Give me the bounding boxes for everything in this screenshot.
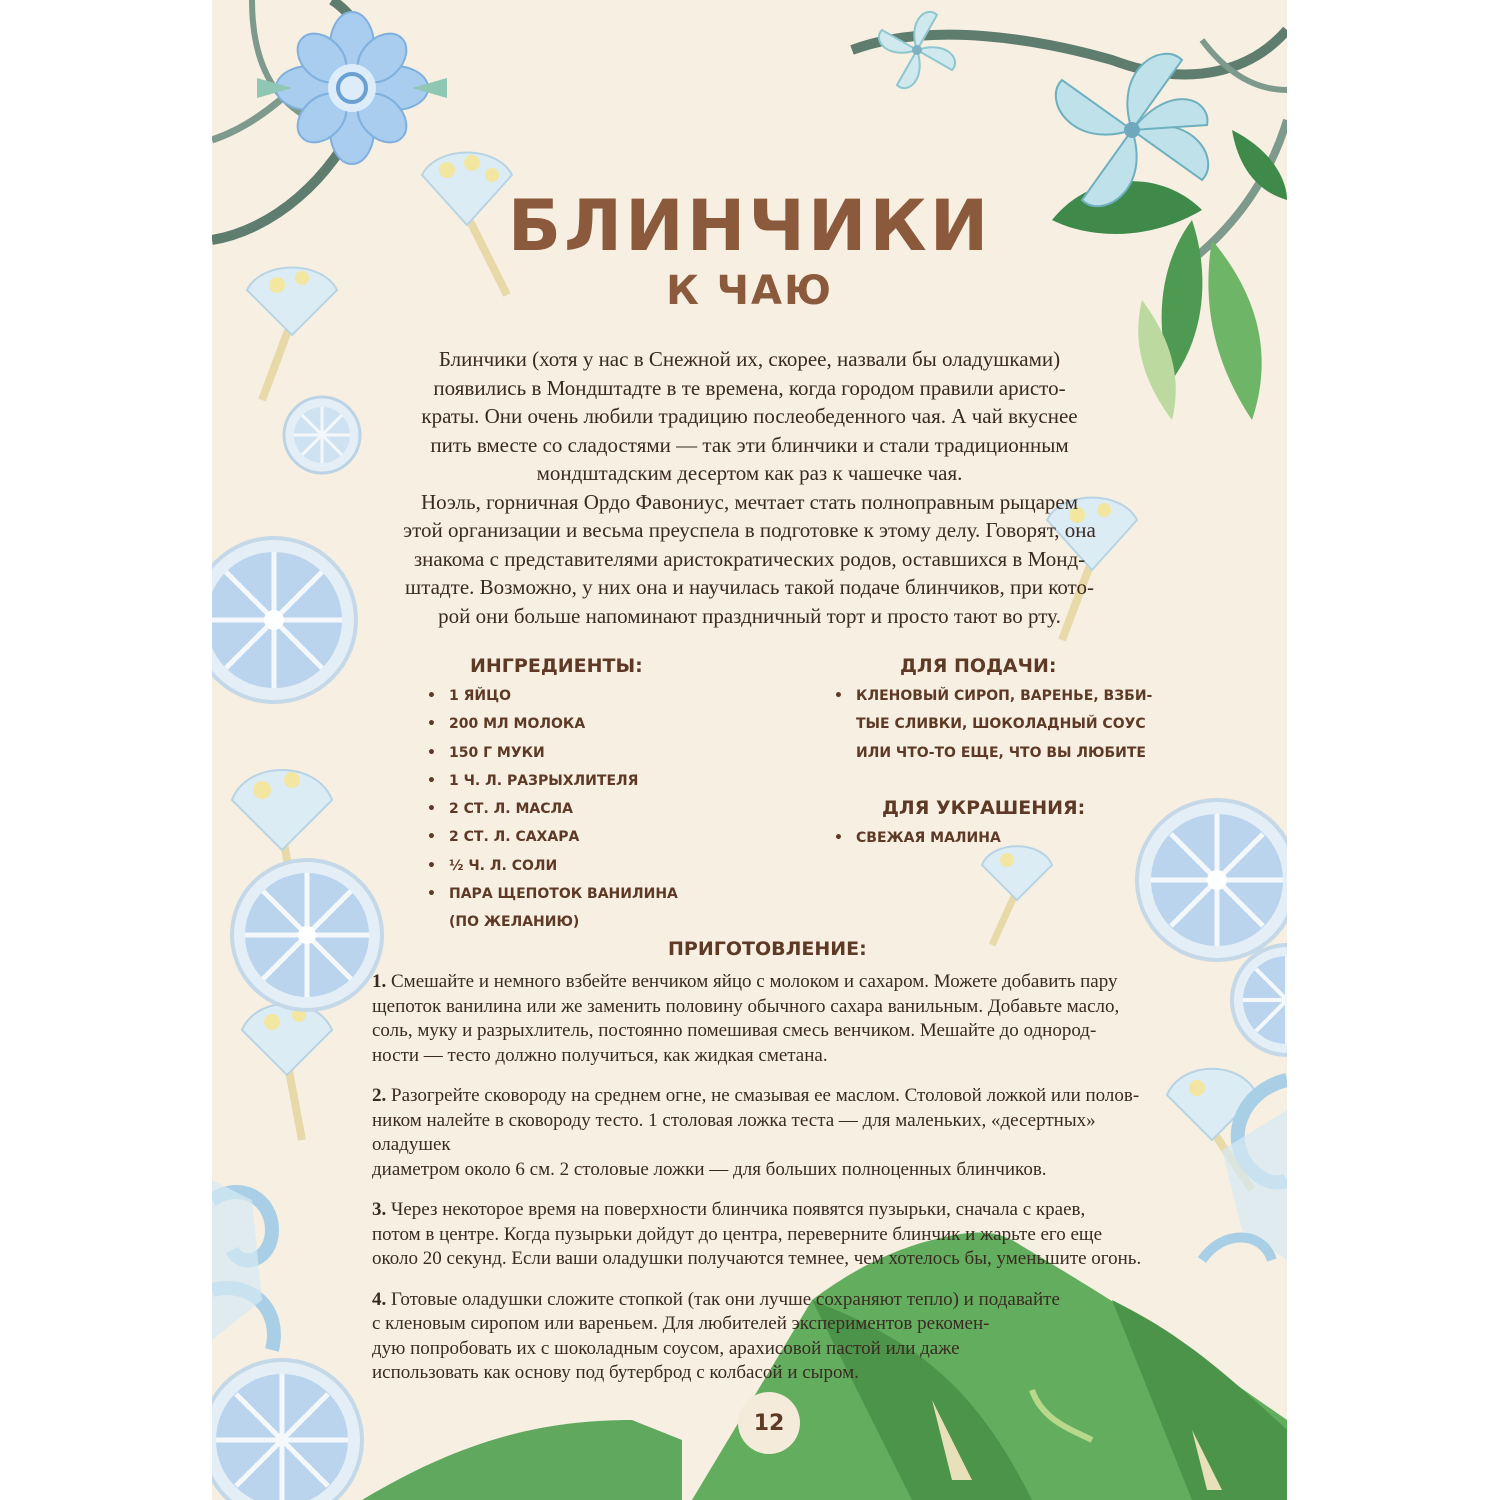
step-line: около 20 секунд. Если ваши оладушки получаются темнее, чем хотелось бы, уменьшите огонь.: [372, 1248, 1142, 1269]
step-line: соль, муку и разрыхлитель, постоянно помешивая смесь венчиком. Мешайте до однород-: [372, 1020, 1097, 1041]
intro-paragraph-1: [362, 345, 1137, 488]
step-number: 4.: [372, 1288, 387, 1310]
intro-line: Блинчики (хотя у нас в Снежной их, скорее, назвали бы оладушками): [438, 347, 1061, 371]
serving-line: ИЛИ ЧТО-ТО ЕЩЕ, ЧТО ВЫ ЛЮБИТЕ: [856, 744, 1146, 761]
step-4: [372, 1288, 1162, 1386]
list-item: [427, 767, 678, 795]
ingredient-text: ½ Ч. Л. СОЛИ: [449, 857, 558, 874]
citrus-slice-icon: [284, 397, 360, 473]
preparation-heading: ПРИГОТОВЛЕНИЕ:: [668, 938, 867, 960]
list-item: [427, 852, 678, 880]
flower-icon: [257, 12, 447, 164]
fan-flower-icon: [982, 846, 1052, 945]
citrus-slice-icon: [212, 1360, 362, 1500]
intro-line: этой организации и весьма преуспела в подготовке к этому делу. Говорят, она: [403, 518, 1096, 542]
step-3: [372, 1198, 1162, 1272]
preparation-steps: [372, 970, 1162, 1402]
ingredient-text: 2 СТ. Л. МАСЛА: [449, 801, 573, 818]
step-number: 1.: [372, 971, 387, 992]
citrus-slice-icon: [232, 860, 382, 1010]
step-line: Готовые оладушки сложите стопкой (так они лучше сохраняют тепло) и подавайте: [391, 1288, 1060, 1310]
fan-flower-icon: [242, 1004, 332, 1140]
step-line: дую попробовать их с шоколадным соусом, арахисовой пастой или даже: [372, 1337, 960, 1359]
step-1: [372, 970, 1162, 1068]
ingredient-text: ПАРА ЩЕПОТОК ВАНИЛИНА: [449, 886, 678, 903]
intro-line: мондштадским десертом как раз к чашечке чая.: [536, 461, 963, 485]
list-item: [427, 823, 678, 851]
list-item: [427, 682, 678, 710]
intro-line: краты. Они очень любили традицию послеобеденного чая. А чай вкуснее: [421, 404, 1078, 428]
citrus-slice-icon: [212, 538, 356, 702]
intro-line: рой они больше напоминают праздничный торт и просто тают во рту.: [438, 603, 1061, 628]
step-line: использовать как основу под бутерброд с колбасой и сыром.: [372, 1362, 859, 1383]
intro-text: [362, 345, 1137, 630]
step-number: 2.: [372, 1085, 387, 1106]
ingredient-text: 1 ЯЙЦО: [449, 688, 512, 704]
step-number: 3.: [372, 1199, 387, 1220]
intro-line: штадте. Возможно, у них она и научилась такой подаче блинчиков, при кото-: [405, 575, 1094, 599]
intro-paragraph-2: [362, 488, 1137, 631]
step-2: [372, 1084, 1162, 1182]
serving-line: • КЛЕНОВЫЙ СИРОП, ВАРЕНЬЕ, ВЗБИ-: [856, 688, 1153, 704]
list-item: [427, 795, 678, 823]
recipe-title: БЛИНЧИКИ: [507, 185, 992, 267]
serving-list: [834, 682, 1152, 767]
decoration-heading: ДЛЯ УКРАШЕНИЯ:: [882, 797, 1086, 819]
flower-icon: [879, 12, 955, 88]
ingredients-list: [427, 682, 678, 937]
step-line: щепоток ванилина или же заменить половину обычного сахара ванильным. Добавьте масло,: [372, 995, 1120, 1017]
citrus-slice-icon: [1232, 945, 1287, 1055]
intro-line: появились в Мондштадте в те времена, когда городом правили аристо-: [433, 375, 1066, 400]
ingredient-note: (ПО ЖЕЛАНИЮ): [449, 914, 580, 931]
decoration-text: СВЕЖАЯ МАЛИНА: [856, 830, 1001, 846]
step-line: ником налейте в сковороду тесто. 1 столовая ложка теста — для маленьких, «десертных» оладушек: [372, 1109, 1096, 1155]
intro-line: Ноэль, горничная Ордо Фавониус, мечтает стать полноправным рыцарем: [420, 489, 1079, 514]
list-item: [834, 824, 1001, 852]
ingredient-text: 1 Ч. Л. РАЗРЫХЛИТЕЛЯ: [449, 772, 639, 789]
ingredient-text: 2 СТ. Л. САХАРА: [449, 829, 580, 846]
list-item: [427, 880, 678, 937]
step-line: потом в центре. Когда пузырьки дойдут до центра, переверните блинчик и жарьте его еще: [372, 1223, 1102, 1245]
step-line: с кленовым сиропом или вареньем. Для любителей экспериментов рекомен-: [372, 1313, 990, 1334]
serving-heading: ДЛЯ ПОДАЧИ:: [900, 655, 1057, 677]
list-item: [427, 739, 678, 767]
list-item: [427, 710, 678, 738]
ingredient-text: 200 МЛ МОЛОКА: [449, 716, 586, 733]
recipe-subtitle: К ЧАЮ: [666, 268, 833, 314]
intro-line: пить вместе со сладостями — так эти блинчики и стали традиционным: [430, 432, 1069, 457]
decoration-list: [834, 824, 1001, 852]
list-item: [834, 682, 1152, 767]
step-line: ности — тесто должно получиться, как жидкая сметана.: [372, 1044, 828, 1066]
serving-line: ТЫЕ СЛИВКИ, ШОКОЛАДНЫЙ СОУС: [856, 716, 1146, 733]
intro-line: знакома с представителями аристократических родов, оставшихся в Монд-: [413, 546, 1086, 571]
step-line: Через некоторое время на поверхности блинчика появятся пузырьки, сначала с краев,: [391, 1199, 1086, 1220]
page-number: 12: [738, 1392, 800, 1454]
ingredients-heading: ИНГРЕДИЕНТЫ:: [470, 655, 643, 677]
recipe-page: [212, 0, 1287, 1500]
step-line: диаметром около 6 см. 2 столовые ложки — для больших полноценных блинчиков.: [372, 1158, 1047, 1180]
ingredient-text: 150 Г МУКИ: [449, 744, 545, 761]
step-line: Разогрейте сковороду на среднем огне, не смазывая ее маслом. Столовой ложкой или полов-: [391, 1085, 1140, 1106]
step-line: Смешайте и немного взбейте венчиком яйцо с молоком и сахаром. Можете добавить пару: [391, 971, 1118, 992]
citrus-slice-icon: [1137, 800, 1287, 960]
